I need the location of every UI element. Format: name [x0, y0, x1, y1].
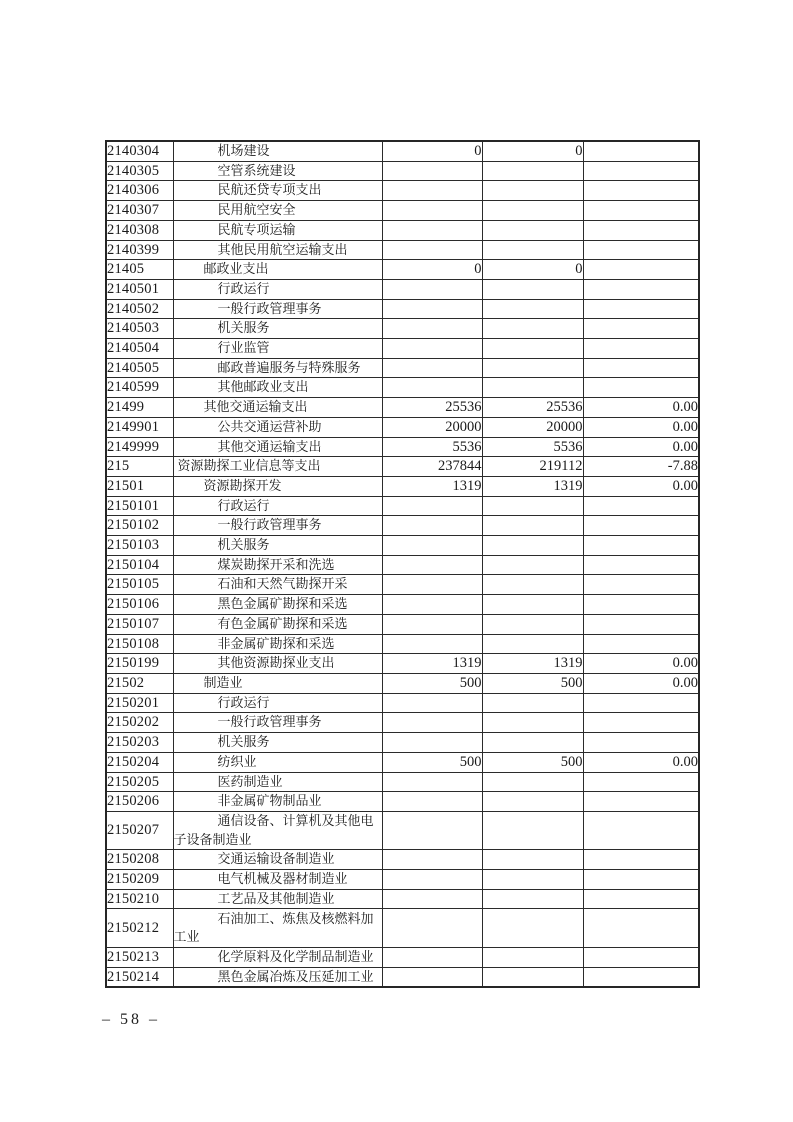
table-row [106, 319, 699, 339]
row-value-percent: 0.00 [583, 476, 699, 496]
table-row [106, 909, 699, 947]
row-code: 2150105 [106, 575, 173, 595]
row-value-percent: 0.00 [583, 437, 699, 457]
table-row [106, 516, 699, 536]
row-value-budget [382, 358, 482, 378]
table-row [106, 476, 699, 496]
row-code: 2150107 [106, 614, 173, 634]
row-name: 化学原料及化学制品制造业 [173, 947, 382, 967]
row-code: 2150213 [106, 947, 173, 967]
row-value-percent [583, 378, 699, 398]
row-code: 2150208 [106, 850, 173, 870]
row-value-percent [583, 260, 699, 280]
row-name: 黑色金属冶炼及压延加工业 [173, 967, 382, 987]
table-row [106, 792, 699, 812]
row-value-budget [382, 792, 482, 812]
row-value-budget [382, 850, 482, 870]
table-row [106, 967, 699, 987]
row-value-percent [583, 496, 699, 516]
row-value-adjusted: 500 [482, 673, 583, 693]
row-value-percent [583, 575, 699, 595]
row-value-budget [382, 201, 482, 221]
row-value-adjusted: 219112 [482, 457, 583, 477]
budget-table [105, 140, 700, 988]
row-value-adjusted: 1319 [482, 654, 583, 674]
row-value-percent: -7.88 [583, 457, 699, 477]
table-row [106, 201, 699, 221]
row-code: 2150106 [106, 595, 173, 615]
table-row [106, 947, 699, 967]
row-name: 公共交通运营补助 [173, 417, 382, 437]
page-number: – 58 – [102, 1011, 160, 1028]
row-code: 2150101 [106, 496, 173, 516]
table-row [106, 595, 699, 615]
row-code: 21501 [106, 476, 173, 496]
row-code: 2140505 [106, 358, 173, 378]
row-value-percent [583, 870, 699, 890]
row-name: 电气机械及器材制造业 [173, 870, 382, 890]
table-row [106, 575, 699, 595]
table-row [106, 654, 699, 674]
row-value-budget [382, 595, 482, 615]
row-value-budget: 500 [382, 673, 482, 693]
row-value-percent [583, 947, 699, 967]
row-value-percent: 0.00 [583, 654, 699, 674]
row-value-adjusted [482, 299, 583, 319]
row-value-budget [382, 279, 482, 299]
row-code: 2150203 [106, 733, 173, 753]
table-row [106, 850, 699, 870]
row-value-budget [382, 713, 482, 733]
row-name: 空管系统建设 [173, 161, 382, 181]
row-value-adjusted [482, 733, 583, 753]
table-row [106, 713, 699, 733]
row-name: 通信设备、计算机及其他电子设备制造业 [173, 811, 382, 849]
row-value-percent [583, 733, 699, 753]
table-row [106, 870, 699, 890]
row-value-percent [583, 555, 699, 575]
row-name: 民用航空安全 [173, 201, 382, 221]
row-value-adjusted: 20000 [482, 417, 583, 437]
row-name: 其他邮政业支出 [173, 378, 382, 398]
row-code: 2140504 [106, 339, 173, 359]
row-value-budget [382, 161, 482, 181]
row-name: 非金属矿物制品业 [173, 792, 382, 812]
row-value-adjusted [482, 713, 583, 733]
row-code: 2150102 [106, 516, 173, 536]
row-value-adjusted [482, 220, 583, 240]
row-value-budget [382, 614, 482, 634]
row-code: 2150204 [106, 752, 173, 772]
row-value-adjusted [482, 240, 583, 260]
row-value-adjusted [482, 319, 583, 339]
row-value-budget [382, 909, 482, 947]
row-value-percent [583, 220, 699, 240]
row-value-budget [382, 575, 482, 595]
row-value-adjusted [482, 279, 583, 299]
row-value-adjusted [482, 947, 583, 967]
row-name: 机关服务 [173, 536, 382, 556]
row-value-percent [583, 595, 699, 615]
row-value-budget [382, 811, 482, 849]
table-row [106, 339, 699, 359]
row-value-percent [583, 693, 699, 713]
row-code: 2150202 [106, 713, 173, 733]
row-value-adjusted [482, 792, 583, 812]
row-value-budget: 1319 [382, 476, 482, 496]
row-code: 2150199 [106, 654, 173, 674]
table-row [106, 240, 699, 260]
table-row [106, 673, 699, 693]
row-value-budget: 500 [382, 752, 482, 772]
row-value-budget [382, 947, 482, 967]
table-row [106, 437, 699, 457]
row-value-adjusted [482, 889, 583, 909]
table-row [106, 161, 699, 181]
row-code: 2140503 [106, 319, 173, 339]
row-value-adjusted [482, 555, 583, 575]
row-name: 其他交通运输支出 [173, 437, 382, 457]
row-code: 2150214 [106, 967, 173, 987]
row-value-percent [583, 319, 699, 339]
row-value-budget [382, 378, 482, 398]
budget-table-body [106, 141, 699, 987]
row-value-percent: 0.00 [583, 673, 699, 693]
row-name: 行政运行 [173, 279, 382, 299]
row-code: 2140501 [106, 279, 173, 299]
row-value-adjusted: 1319 [482, 476, 583, 496]
row-value-percent [583, 201, 699, 221]
row-value-budget [382, 299, 482, 319]
row-code: 2150104 [106, 555, 173, 575]
row-value-adjusted [482, 870, 583, 890]
row-value-adjusted [482, 536, 583, 556]
table-row [106, 496, 699, 516]
row-code: 2149901 [106, 417, 173, 437]
row-code: 2150210 [106, 889, 173, 909]
row-name: 民航专项运输 [173, 220, 382, 240]
row-value-budget: 0 [382, 141, 482, 161]
table-row [106, 811, 699, 849]
row-name: 非金属矿勘探和采选 [173, 634, 382, 654]
row-name: 其他资源勘探业支出 [173, 654, 382, 674]
row-value-adjusted [482, 595, 583, 615]
row-value-percent [583, 181, 699, 201]
row-code: 2140308 [106, 220, 173, 240]
row-value-adjusted [482, 516, 583, 536]
row-value-budget [382, 319, 482, 339]
table-row [106, 279, 699, 299]
row-value-adjusted [482, 850, 583, 870]
table-row [106, 141, 699, 161]
row-code: 2150212 [106, 909, 173, 947]
row-value-adjusted [482, 811, 583, 849]
row-value-budget: 237844 [382, 457, 482, 477]
row-value-budget: 0 [382, 260, 482, 280]
row-name: 一般行政管理事务 [173, 299, 382, 319]
row-value-adjusted: 0 [482, 141, 583, 161]
row-code: 2140399 [106, 240, 173, 260]
row-value-adjusted [482, 634, 583, 654]
row-name: 机关服务 [173, 319, 382, 339]
row-value-percent [583, 339, 699, 359]
row-value-budget [382, 536, 482, 556]
row-value-budget [382, 772, 482, 792]
row-code: 2150209 [106, 870, 173, 890]
row-value-budget: 25536 [382, 398, 482, 418]
row-name: 行业监管 [173, 339, 382, 359]
row-value-adjusted [482, 967, 583, 987]
row-value-budget [382, 220, 482, 240]
row-value-adjusted [482, 378, 583, 398]
row-value-percent [583, 772, 699, 792]
row-name: 邮政普遍服务与特殊服务 [173, 358, 382, 378]
row-value-adjusted [482, 358, 583, 378]
table-row [106, 614, 699, 634]
row-code: 2150201 [106, 693, 173, 713]
row-code: 2140502 [106, 299, 173, 319]
table-row [106, 358, 699, 378]
row-name: 机关服务 [173, 733, 382, 753]
row-value-percent [583, 811, 699, 849]
row-name: 工艺品及其他制造业 [173, 889, 382, 909]
row-name: 机场建设 [173, 141, 382, 161]
row-name: 一般行政管理事务 [173, 713, 382, 733]
row-value-percent [583, 358, 699, 378]
row-value-percent [583, 161, 699, 181]
row-value-adjusted [482, 161, 583, 181]
row-value-adjusted [482, 772, 583, 792]
row-value-adjusted [482, 181, 583, 201]
row-value-percent [583, 299, 699, 319]
table-row [106, 889, 699, 909]
row-name: 黑色金属矿勘探和采选 [173, 595, 382, 615]
row-code: 2150206 [106, 792, 173, 812]
table-row [106, 536, 699, 556]
row-value-adjusted: 500 [482, 752, 583, 772]
row-value-budget [382, 634, 482, 654]
row-value-budget [382, 496, 482, 516]
row-value-adjusted [482, 339, 583, 359]
row-code: 21502 [106, 673, 173, 693]
table-row [106, 181, 699, 201]
row-value-budget [382, 181, 482, 201]
row-name: 制造业 [173, 673, 382, 693]
row-value-budget [382, 693, 482, 713]
row-value-percent [583, 967, 699, 987]
row-value-budget [382, 555, 482, 575]
row-code: 2140306 [106, 181, 173, 201]
row-value-percent [583, 536, 699, 556]
row-name: 石油加工、炼焦及核燃料加工业 [173, 909, 382, 947]
row-value-adjusted [482, 693, 583, 713]
row-value-percent [583, 141, 699, 161]
row-code: 2140304 [106, 141, 173, 161]
row-name: 资源勘探工业信息等支出 [173, 457, 382, 477]
row-value-percent [583, 850, 699, 870]
row-value-percent [583, 614, 699, 634]
table-row [106, 772, 699, 792]
row-name: 纺织业 [173, 752, 382, 772]
table-row [106, 693, 699, 713]
row-value-percent [583, 634, 699, 654]
row-value-percent: 0.00 [583, 417, 699, 437]
row-code: 215 [106, 457, 173, 477]
table-row [106, 555, 699, 575]
row-name: 交通运输设备制造业 [173, 850, 382, 870]
row-code: 2150205 [106, 772, 173, 792]
row-value-adjusted: 0 [482, 260, 583, 280]
row-value-percent [583, 792, 699, 812]
row-name: 其他交通运输支出 [173, 398, 382, 418]
row-code: 2150207 [106, 811, 173, 849]
row-value-budget [382, 339, 482, 359]
row-code: 21405 [106, 260, 173, 280]
row-value-budget [382, 240, 482, 260]
row-name: 邮政业支出 [173, 260, 382, 280]
row-code: 2149999 [106, 437, 173, 457]
row-name: 行政运行 [173, 693, 382, 713]
row-value-adjusted [482, 614, 583, 634]
row-value-adjusted [482, 201, 583, 221]
row-value-budget [382, 967, 482, 987]
row-code: 21499 [106, 398, 173, 418]
table-row [106, 378, 699, 398]
row-value-percent: 0.00 [583, 398, 699, 418]
row-value-budget: 5536 [382, 437, 482, 457]
row-value-percent [583, 516, 699, 536]
row-value-budget [382, 870, 482, 890]
row-value-adjusted [482, 496, 583, 516]
row-value-percent: 0.00 [583, 752, 699, 772]
row-code: 2140305 [106, 161, 173, 181]
row-name: 有色金属矿勘探和采选 [173, 614, 382, 634]
row-name: 行政运行 [173, 496, 382, 516]
table-row [106, 417, 699, 437]
table-row [106, 733, 699, 753]
table-row [106, 634, 699, 654]
row-value-adjusted [482, 575, 583, 595]
row-value-percent [583, 279, 699, 299]
row-name: 医药制造业 [173, 772, 382, 792]
row-name: 石油和天然气勘探开采 [173, 575, 382, 595]
table-row [106, 220, 699, 240]
row-value-adjusted [482, 909, 583, 947]
row-code: 2140599 [106, 378, 173, 398]
row-name: 资源勘探开发 [173, 476, 382, 496]
row-value-percent [583, 240, 699, 260]
row-value-budget [382, 733, 482, 753]
row-value-budget [382, 516, 482, 536]
table-row [106, 752, 699, 772]
row-name: 一般行政管理事务 [173, 516, 382, 536]
table-row [106, 299, 699, 319]
row-name: 民航还贷专项支出 [173, 181, 382, 201]
row-code: 2150103 [106, 536, 173, 556]
row-value-percent [583, 889, 699, 909]
row-name: 煤炭勘探开采和洗选 [173, 555, 382, 575]
row-value-percent [583, 713, 699, 733]
row-name: 其他民用航空运输支出 [173, 240, 382, 260]
row-value-adjusted: 5536 [482, 437, 583, 457]
table-row [106, 398, 699, 418]
row-value-budget [382, 889, 482, 909]
row-code: 2150108 [106, 634, 173, 654]
table-row [106, 457, 699, 477]
row-code: 2140307 [106, 201, 173, 221]
row-value-budget: 1319 [382, 654, 482, 674]
row-value-adjusted: 25536 [482, 398, 583, 418]
row-value-percent [583, 909, 699, 947]
row-value-budget: 20000 [382, 417, 482, 437]
table-row [106, 260, 699, 280]
